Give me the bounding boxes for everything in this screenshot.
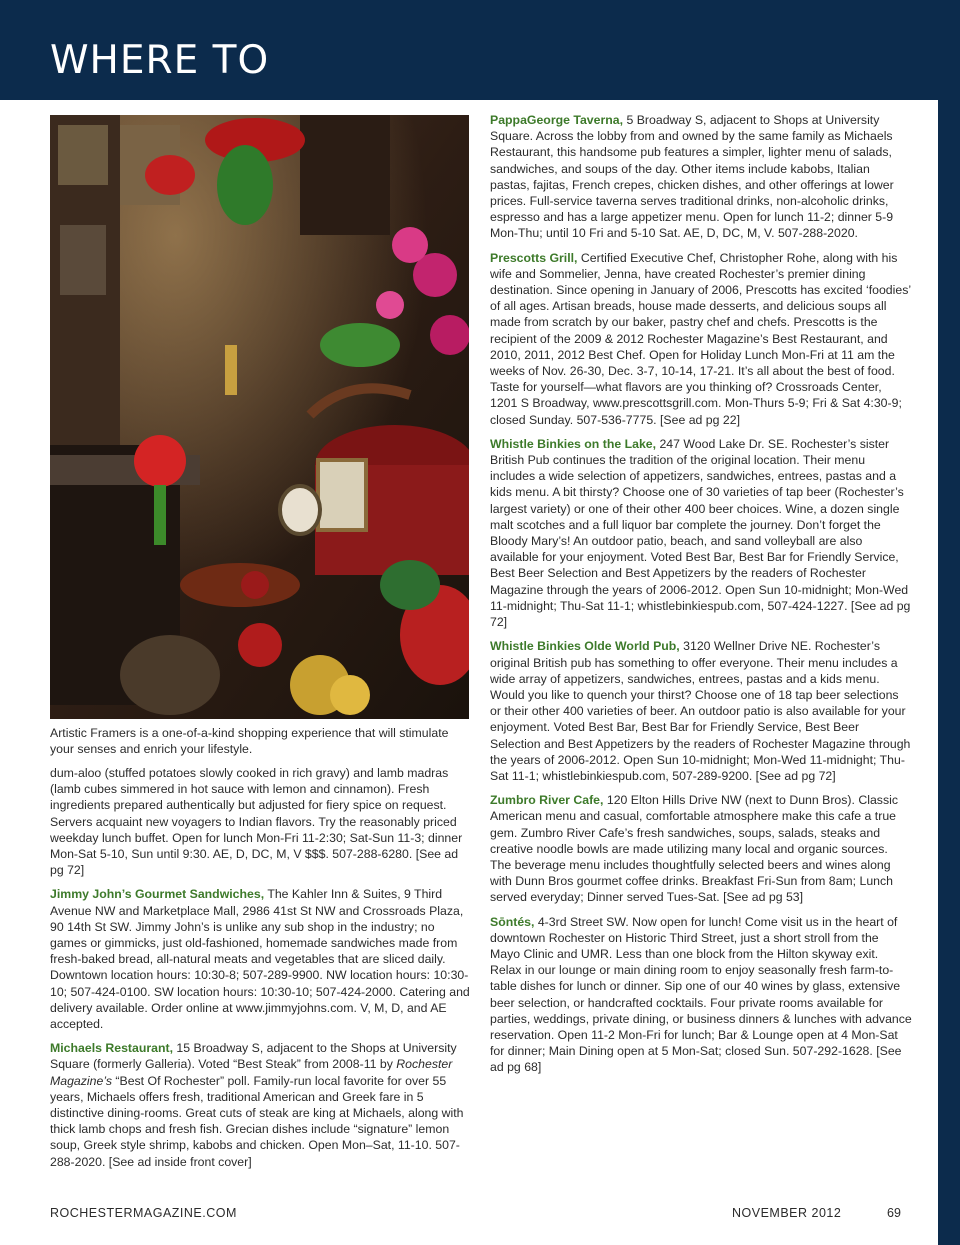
listing-entry: [490, 250, 912, 428]
listing-entry: [50, 1040, 470, 1170]
listing-name: Whistle Binkies Olde World Pub,: [490, 639, 680, 654]
listing-text: Certified Executive Chef, Christopher Rohe, along with his wife and Sommelier, Jenna, have created Rochester’s premier dining destination. Since opening in January of 2006, Prescotts has excited ‘foodies’ of all ages. Artisan breads, house made desserts, and delicious soups all made from scratch by our baker, pastry chef and chefs. Prescotts is the recipient of the 2009 & 2012 Rochester Magazine’s Best Restaurant, and 2010, 2011, 2012 Best Chef. Open for Holiday Lunch Mon-Fri at 11 am the weeks of Nov. 26-30, Dec. 3-7, 10-14, 17-21. It’s all about the best of food. Taste for yourself—what flavors are you thinking of? Crossroads Center, 1201 S Broadway, www.prescottsgrill.com. Mon-Thurs 5-9; Fri & Sat 4:30-9; closed Sunday. 507-536-7775. [See ad pg 22]: [490, 250, 911, 427]
photo-shop-interior-icon: [50, 115, 469, 719]
listing-name: PappaGeorge Taverna,: [490, 113, 624, 127]
listing-name: Sōntés,: [490, 914, 535, 929]
listing-name: Michaels Restaurant,: [50, 1041, 174, 1056]
listing-entry: [490, 792, 912, 905]
listing-name: Jimmy John’s Gourmet Sandwiches,: [50, 887, 265, 902]
right-column: [490, 112, 912, 1084]
listing-entry: [50, 886, 470, 1032]
page-number: 69: [887, 1206, 901, 1220]
listing-text: 15 Broadway S, adjacent to the Shops at University Square (formerly Galleria). Voted “Best Steak” from 2008-11 by: [50, 1041, 457, 1072]
page-edge-bar: [938, 100, 960, 1245]
listing-name: Whistle Binkies on the Lake,: [490, 436, 657, 451]
footer-site: ROCHESTERMAGAZINE.COM: [50, 1206, 237, 1220]
listing-text: The Kahler Inn & Suites, 9 Third Avenue NW and Marketplace Mall, 2986 41st St NW and Crossroads Plaza, 90 14th St SW. Jimmy John’s is unlike any sub shop in the industry; no games or gimmicks, just old-fashioned, homemade sandwiches made from fresh-baked bread, all-natural meats and vegetables that are sliced daily. Downtown location hours: 10:30-8; 507-289-9900. NW location hours: 10:30-10; 507-424-0100. SW location hours: 10:30-10; 507-424-2000. Catering and delivery available. Order online at www.jimmyjohns.com. V, M, D, and AE accepted.: [50, 887, 470, 1032]
listing-text: 3120 Wellner Drive NE. Rochester’s original British pub has something to offer everyone. Their menu includes a wide array of appetizers, sandwiches, entrees, pastas and a kids menu. Would you like to quench your thirst? Choose one of 18 tap beer selections or their other 400 varieties of beer. An outdoor patio is also available for your enjoyment. Voted Best Bar, Best Bar for Friendly Service, Best Beer Selection and Best Appetizers by the readers of Rochester Magazine through the years of 2006-2012. Open Sun 10-midnight; Mon-Wed 11-midnight; Thu-Sat 11-1; whistlebinkiespub.com, 507-289-9200. [See ad pg 72]: [490, 639, 911, 783]
listing-name: Prescotts Grill,: [490, 250, 578, 265]
listing-entry: [490, 436, 912, 630]
listing-text: “Best Of Rochester” poll. Family-run local favorite for over 55 years, Michaels offers fresh, traditional American and Greek fare in 5 distinctive dining-rooms. Great cuts of steak are king at Michaels, along with thick lamb chops and fresh fish. Grecian dishes include “signature” lemon soup, Greek style shrimp, kabobs and chicken. Open Mon–Sat, 11-10. 507-288-2020. [See ad inside front cover]: [50, 1073, 464, 1169]
listing-entry: [490, 914, 912, 1076]
footer-issue-date: NOVEMBER 2012: [732, 1206, 842, 1220]
shop-photo: [50, 115, 469, 719]
listing-text: 247 Wood Lake Dr. SE. Rochester’s sister British Pub continues the tradition of the original location. Their menu includes a wide selection of appetizers, sandwiches, entrees, pastas and a kids menu. A bit thirsty? Choose one of 30 varieties of tap beer (Rochester’s largest variety) or one of their other 400 beer choices. Wine, a dozen single malt scotches and a full liquor bar complete the journey. Don’t forget the Bloody Mary’s! An outdoor patio, beach, and sand volleyball are also available for your enjoyment. Voted Best Bar, Best Bar for Friendly Service, Best Beer Selection and Best Appetizers by the readers of Rochester Magazine through the years of 2006-2012. Open Sun 10-midnight; Mon-Wed 11-midnight; Thu-Sat 11-1; whistlebinkiespub.com, 507-424-1227. [See ad pg 72]: [490, 436, 911, 630]
section-header: [0, 0, 960, 100]
listing-text: 120 Elton Hills Drive NW (next to Dunn Bros). Classic American menu and casual, comfortable atmosphere make this cafe a true gem. Zumbro River Cafe’s fresh sandwiches, soups, salads, steaks and creative noodle bowls are made utilizing many local and organic sources. The beverage menu includes thoughtfully selected beers and wines along with Dunn Bros gourmet coffee drinks. Breakfast Fri-Sun from 8am; Lunch served everyday; Dinner served Tues-Sat. [See ad pg 53]: [490, 793, 898, 905]
listing-text: 5 Broadway S, adjacent to Shops at University Square. Across the lobby from and owned by the same family as Michaels Restaurant, this handsome pub features a simpler, lighter menu of salads, sandwiches, and soups of the day. Other items include kabobs, Italian pastas, fajitas, French crepes, chicken dishes, and other offerings at lower prices. Full-service taverna serves traditional drinks, non-alcoholic drinks, espresso and has a large appetizer menu. Open for lunch 11-2; dinner 5-9 Mon-Thu; until 10 Fri and 5-10 Sat. AE, D, DC, M, V. 507-288-2020.: [490, 113, 894, 241]
publication-name: Rochester Magazine’s: [50, 1057, 453, 1088]
section-title: WHERE TO: [50, 38, 270, 83]
left-column: [50, 765, 470, 1178]
listing-text: 4-3rd Street SW. Now open for lunch! Come visit us in the heart of downtown Rochester on Historic Third Street, just a short stroll from the Mayo Clinic and UMR. Less than one block from the Hilton skyway exit. Relax in our lounge or main dining room to enjoy seasonally fresh farm-to-table dishes for lunch or dinner. Sip one of our 40 wines by glass, extensive beer selection, or handcrafted cocktails. Four private rooms available for parties, weddings, private dining, or business dinners & lunches with advance reservation. Open 11-2 Mon-Fri for lunch; Bar & Lounge open at 4 Mon-Sat for dinner; Main Dining open at 5 Mon-Sat; closed Sun. 507-292-1628. [See ad pg 68]: [490, 914, 912, 1075]
photo-caption: Artistic Framers is a one-of-a-kind shopping experience that will stimulate your senses and enrich your lifestyle.: [50, 726, 449, 756]
listing-entry: [490, 112, 912, 242]
listing-entry: [490, 638, 912, 784]
continued-text: dum-aloo (stuffed potatoes slowly cooked in rich gravy) and lamb madras (lamb cubes simmered in hot sauce with lemon and cinnamon). Fresh ingredients prepared authentically but adjusted for fiery spice on request. Servers acquaint new voyagers to Indian flavors. Try the reasonably priced weekday lunch buffet. Open for lunch Mon-Fri 11-2:30; Sat-Sun 11-3; dinner Mon-Sat 5-10, Sun until 9:30. AE, D, DC, M, V $$$. 507-288-6280. [See ad pg 72]: [50, 766, 463, 878]
listing-name: Zumbro River Cafe,: [490, 793, 604, 808]
